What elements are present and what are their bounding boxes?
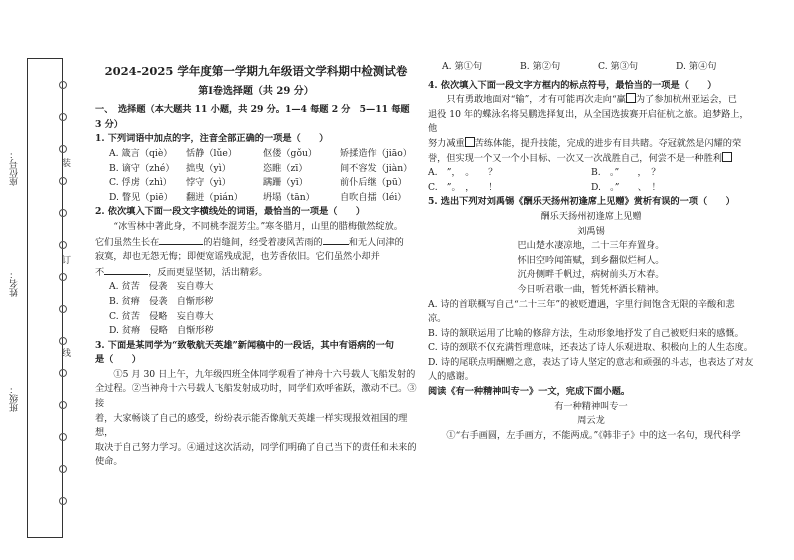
question-3-passage: 全过程。②当神舟十六号载人飞船发射成功时，同学们欢呼雀跃，激动不已。③接 xyxy=(95,383,417,410)
punch-hole xyxy=(59,337,67,345)
punch-hole xyxy=(59,369,67,377)
question-4-options: C. ”。 ， ！ D. 。” 、 ！ xyxy=(428,181,661,193)
question-4-passage: 誉，但实现一个又一个小目标、一次又一次战胜自己，何尝不是一种胜利 xyxy=(428,152,754,167)
punch-hole xyxy=(59,81,67,89)
punch-hole xyxy=(59,433,67,441)
punch-hole xyxy=(59,465,67,473)
question-5-option: A. 诗的首联概写自己“二十三年”的被贬遭遇，字里行间饱含无限的辛酸和悲 xyxy=(428,298,735,310)
poem-line: 怀旧空吟闻笛赋，到乡翻似烂柯人。 xyxy=(517,254,665,266)
poem-line: 巴山楚水凄凉地，二十三年弃置身。 xyxy=(517,240,665,252)
question-4-passage: 只有勇敢地面对“输”，才有可能再次走向“赢 为了参加杭州亚运会，已 xyxy=(446,94,737,106)
poem-author: 刘禹锡 xyxy=(577,225,605,237)
section-instruction: 一、 选择题（本大题共 11 小题，共 29 分。1—4 每题 2 分 5—11 每题 3 分） xyxy=(95,104,410,130)
binding-margin-frame xyxy=(27,58,63,538)
question-2-passage: 不 ，反而更显坚韧，活出精彩。 xyxy=(95,266,268,278)
punch-hole xyxy=(59,401,67,409)
reading-paragraph: ①“右手画圆，左手画方，不能两成。”《韩非子》中的这一名句，现代科学 xyxy=(446,429,741,441)
punch-hole xyxy=(59,305,67,313)
question-5-option: C. 诗的颈联不仅充满哲理意味，还表达了诗人乐观进取、积极向上的人生态度。 xyxy=(428,342,753,354)
punctuation-box[interactable] xyxy=(626,93,636,103)
reading-author: 周云龙 xyxy=(577,415,605,427)
question-3-passage: 取决于自己努力学习。④通过这次活动，同学们明确了自己当下的责任和未来的 xyxy=(95,441,417,453)
fill-blank[interactable] xyxy=(159,235,203,245)
poem-line: 今日听君歌一曲，暂凭杯酒长精神。 xyxy=(517,283,665,295)
seal-char: 线 xyxy=(60,348,70,357)
punch-hole xyxy=(59,113,67,121)
poem-title: 酬乐天扬州初逢席上见赠 xyxy=(540,210,642,222)
question-2-passage: “冰雪林中著此身，不同桃李混芳尘。”寒冬腊月，山里的腊梅傲然绽放。 xyxy=(113,220,403,232)
right-column xyxy=(428,58,754,443)
exam-title: 2024-2025 学年度第一学期九年级语文学科期中检测试卷 xyxy=(104,64,408,78)
fill-blank[interactable] xyxy=(104,265,148,275)
question-1-stem: 1. 下列词语中加点的字，注音全部正确的一项是（ ） xyxy=(95,133,329,145)
question-4-passage: 退役 10 年的蝶泳名将吴鹏选择复出，从全国选拔赛开启征杭之旅。追梦路上，他 xyxy=(428,108,749,135)
section-title: 第Ⅰ卷选择题（共 29 分） xyxy=(198,85,314,97)
seal-char: 订 xyxy=(60,255,70,264)
question-3-stem: 3. 下面是某同学为“致敬航天英雄”新闻稿中的一段话，其中有语病的一句 xyxy=(95,339,394,351)
question-5-option: D. 诗的尾联点明酬赠之意，表达了诗人坚定的意志和顽强的斗志，也表达了对友 xyxy=(428,356,754,368)
question-4-passage: 努力减重 苦练体能，提升技能，完成的进步有目共睹。夺冠就然是闪耀的荣 xyxy=(428,137,742,149)
poem-line: 沉舟侧畔千帆过，病树前头万木春。 xyxy=(517,269,665,281)
question-2-stem: 2. 依次填入下面一段文字横线处的词语，最恰当的一项是（ ） xyxy=(95,206,366,218)
question-3-stem: 是（ ） xyxy=(95,354,141,366)
question-3-options: A. 第①句 B. 第②句 C. 第③句 D. 第④句 xyxy=(442,61,717,72)
question-2-passage: 寂寞，却也无怨无悔；即便宽谣残成泥，也芳香依旧。它们虽然小却并 xyxy=(95,251,380,263)
question-4-options: A. ”， 。 ？ B. 。” ， ？ xyxy=(428,167,661,179)
punch-hole xyxy=(59,241,67,249)
option-row: A. 箴言（qiè） 恬静（lǔe） 伛偻（gǒu） 矫揉造作（jiāo） xyxy=(109,147,412,159)
question-5-option: B. 诗的颔联运用了比喻的修辞方法，生动形象地抒发了自己被贬归来的感慨。 xyxy=(428,327,744,339)
punch-hole xyxy=(59,177,67,185)
seat-number-label: 座位号： xyxy=(10,150,20,186)
punch-hole xyxy=(59,497,67,505)
question-5-stem: 5. 选出下列对刘禹锡《酬乐天扬州初逢席上见赠》赏析有误的一项（ ） xyxy=(428,196,735,208)
question-3-passage: 使命。 xyxy=(95,456,123,468)
question-2-passage: 它们虽然生长在 的岩缝间，经受着凄风苦雨的 和无人问津的 xyxy=(95,236,404,248)
question-1-options xyxy=(95,147,417,205)
fill-blank[interactable] xyxy=(323,235,349,245)
punch-hole xyxy=(59,209,67,217)
question-2-options: A. 贫苦 侵袭 妄自尊大 B. 贫瘠 侵袭 自惭形秽 C. 贫苦 侵略 妄自尊大 D. 贫瘠 侵略 自惭形秽 xyxy=(109,281,214,337)
name-label: 姓名： xyxy=(10,270,20,297)
seal-char: 装 xyxy=(60,158,70,167)
question-4-stem: 4. 依次填入下面一段文字方框内的标点符号，最恰当的一项是（ ） xyxy=(428,79,717,91)
question-3-passage: 着，大家畅谈了自己的感受，纷纷表示能否像航天英雄一样实现报效祖国的理想， xyxy=(95,412,408,439)
punctuation-box[interactable] xyxy=(465,137,475,147)
question-3-passage: ①5 月 30 日上午，九年级四班全体同学观看了神舟十六号载人飞船发射的 xyxy=(113,368,416,380)
option-row: D. 瞥见（piē） 翻迸（pián） 坍塌（tān） 自吹自擂（léi） xyxy=(109,191,407,203)
punch-hole xyxy=(59,273,67,281)
punctuation-box[interactable] xyxy=(722,152,732,162)
question-5-option: 人的感谢。 xyxy=(428,371,474,383)
left-column xyxy=(95,58,417,470)
option-row: C. 俘虏（zhì） 悖守（yì） 蹒跚（yī） 前仆后继（pū） xyxy=(109,177,407,189)
question-5-option: 凉。 xyxy=(428,313,447,325)
option-row: B. 谪守（zhé） 拙曳（yì） 恣睢（zī） 间不容发（jiàn） xyxy=(109,162,413,174)
punch-hole xyxy=(59,145,67,153)
reading-stem: 阅读《有一种精神叫专一》一文，完成下面小题。 xyxy=(428,386,631,398)
reading-title: 有一种精神叫专一 xyxy=(554,400,628,412)
class-label: 班级： xyxy=(10,385,20,412)
